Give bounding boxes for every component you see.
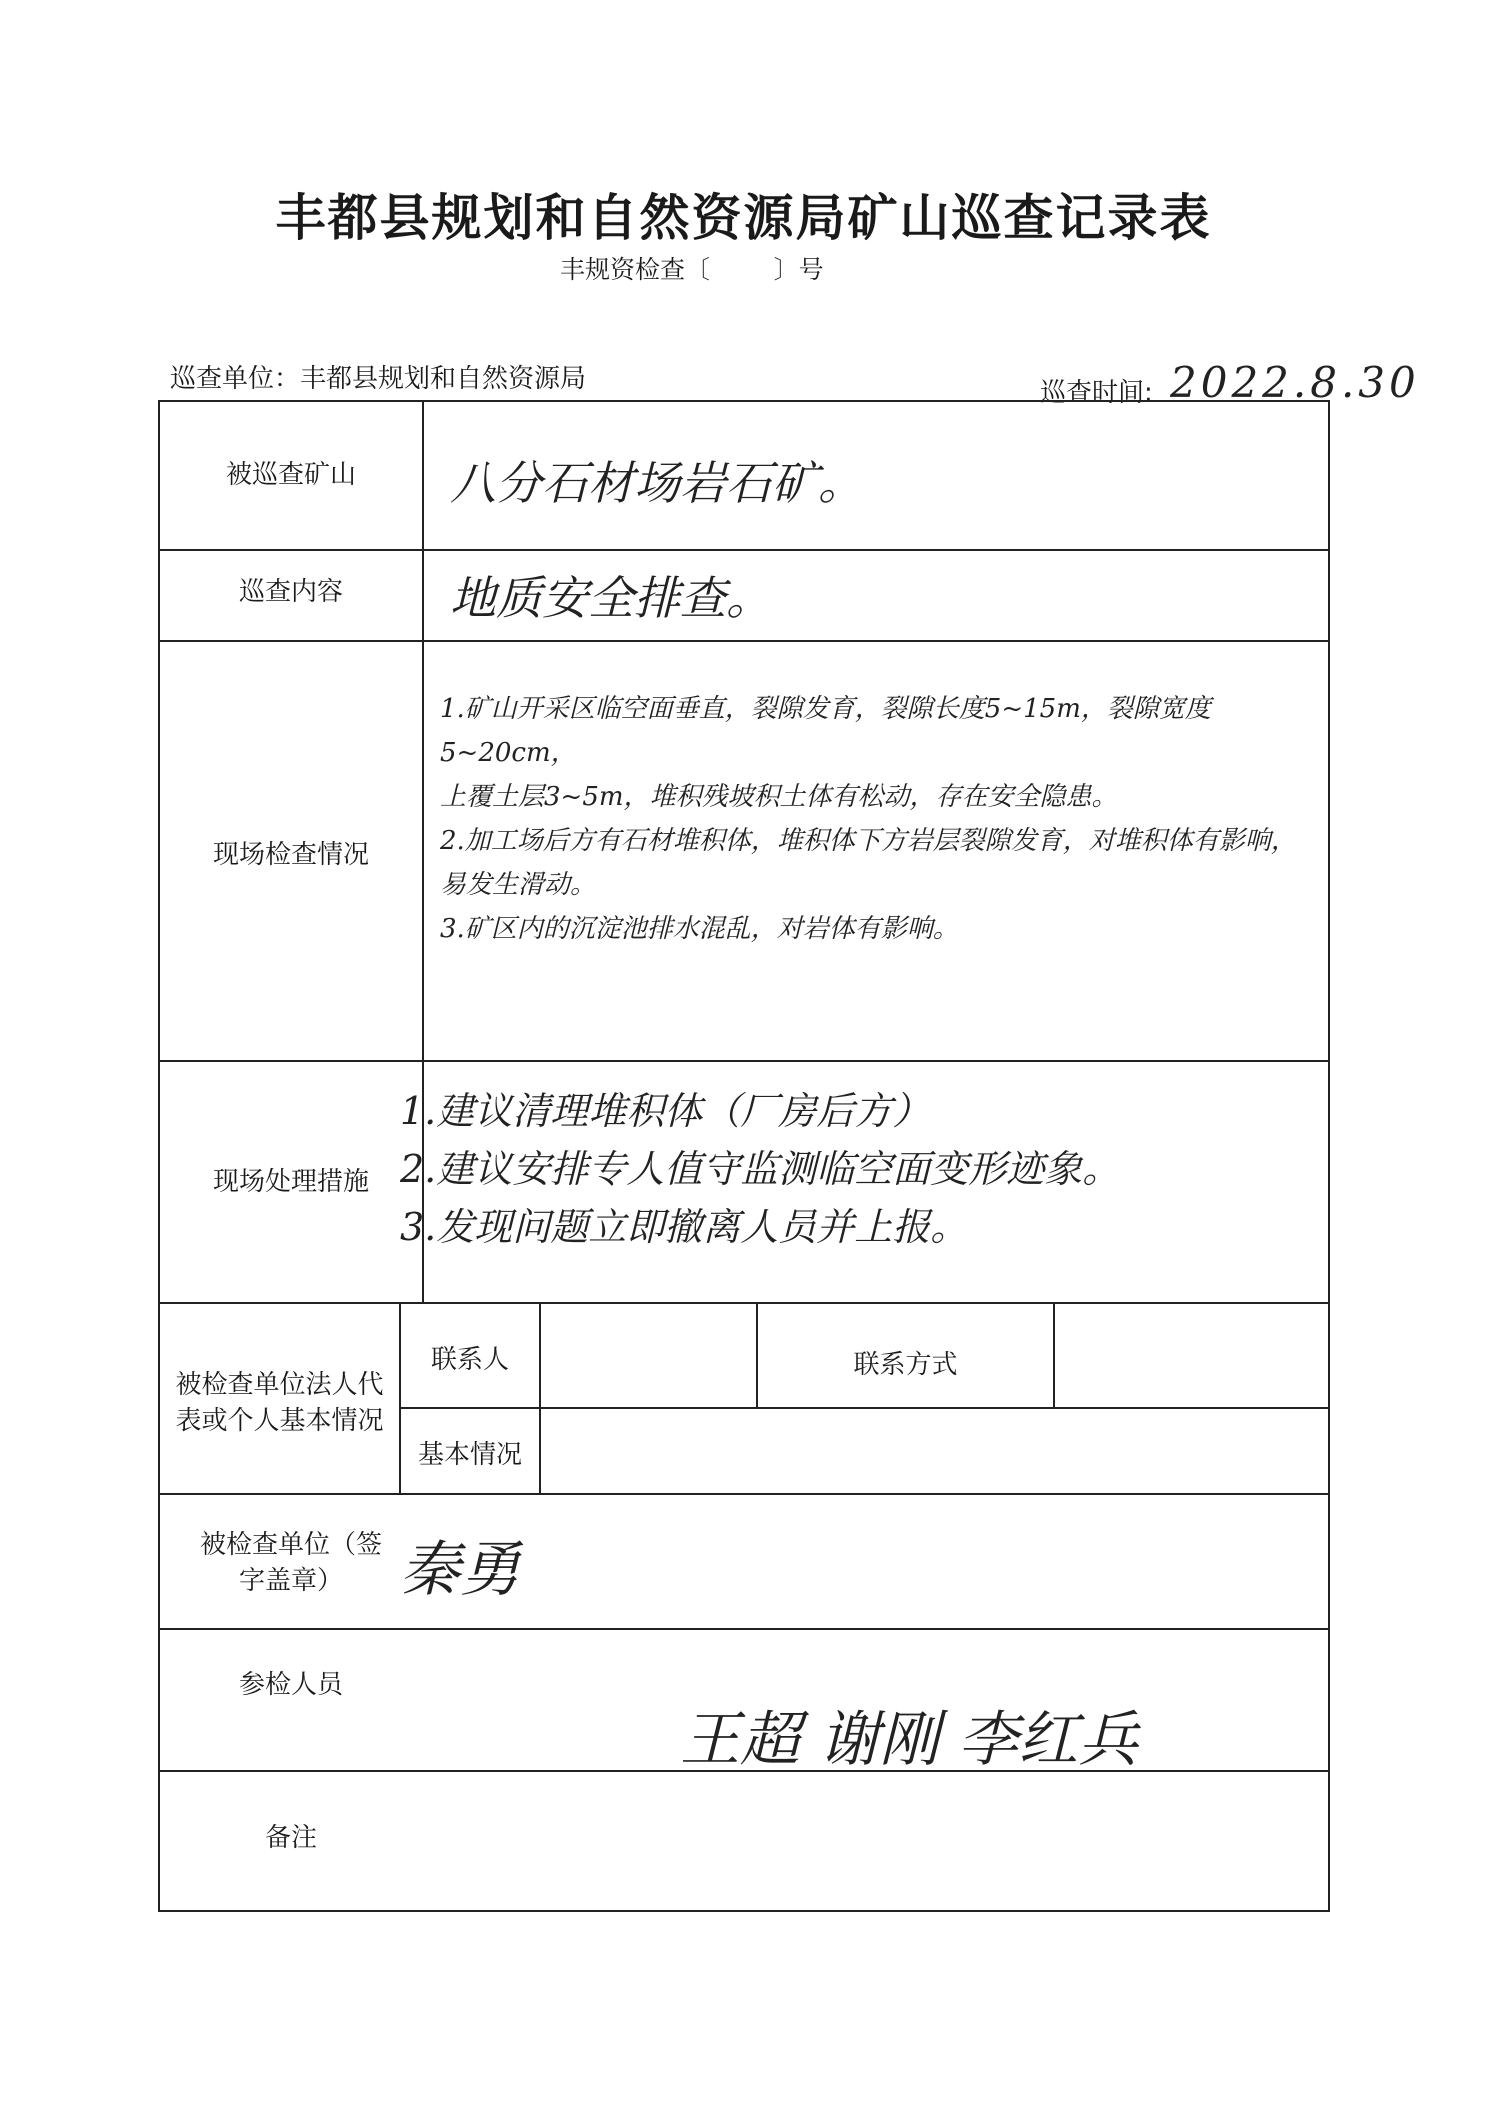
basic-info-label: 基本情况: [417, 1440, 522, 1470]
signature-label: 被检查单位（签字盖章）: [199, 1530, 382, 1596]
situation-line: 1.矿山开采区临空面垂直，裂隙发育，裂隙长度5~15m，裂隙宽度5~20cm，: [440, 694, 1211, 768]
mine-value: 八分石材场岩石矿。: [450, 456, 864, 510]
measures-line: 2.建议安排专人值守监测临空面变形迹象。: [400, 1147, 1121, 1191]
signature-value: 秦勇: [400, 1535, 520, 1605]
staff-label: 参检人员: [238, 1670, 343, 1700]
measures-text: [400, 1082, 1120, 1256]
remark-label: 备注: [264, 1823, 317, 1853]
document-number: 丰规资检查〔 〕号: [560, 255, 824, 284]
mine-label: 被巡查矿山: [225, 460, 356, 490]
page-title: 丰都县规划和自然资源局矿山巡查记录表: [275, 188, 1212, 247]
situation-label: 现场检查情况: [212, 840, 369, 870]
measures-line: 1.建议清理堆积体（厂房后方）: [400, 1089, 931, 1133]
measures-line: 3.发现问题立即撤离人员并上报。: [400, 1205, 969, 1249]
situation-line: 上覆土层3~5m，堆积残坡积土体有松动，存在安全隐患。: [440, 782, 1118, 812]
inspection-unit: 巡查单位：丰都县规划和自然资源局: [170, 364, 587, 394]
content-label: 巡查内容: [238, 577, 343, 607]
measures-label: 现场处理措施: [212, 1167, 369, 1197]
situation-line: 易发生滑动。: [440, 870, 597, 900]
situation-line: 3.矿区内的沉淀池排水混乱，对岩体有影响。: [440, 914, 959, 944]
representative-label: 被检查单位法人代表或个人基本情况: [175, 1370, 384, 1436]
situation-line: 2.加工场后方有石材堆积体，堆积体下方岩层裂隙发育，对堆积体有影响，: [440, 826, 1297, 856]
staff-value: 王超 谢刚 李红兵: [680, 1705, 1139, 1775]
inspection-time-value: 2022.8.30: [1170, 358, 1420, 407]
inspection-form-table: [158, 400, 1330, 1912]
content-value: 地质安全排查。: [450, 571, 772, 625]
situation-text: [440, 687, 1320, 951]
contact-person-label: 联系人: [430, 1345, 509, 1375]
inspection-time-label: 巡查时间:: [1040, 378, 1153, 408]
contact-method-label: 联系方式: [853, 1350, 958, 1380]
